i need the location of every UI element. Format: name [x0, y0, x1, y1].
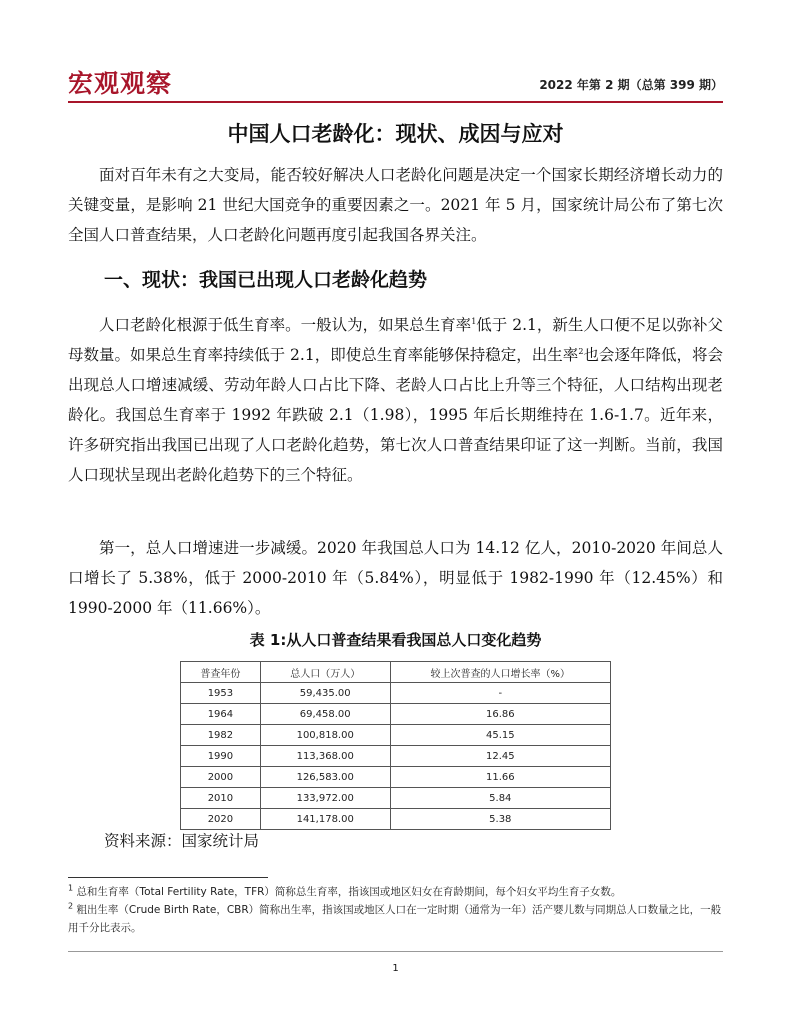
cell-population: 126,583.00 [260, 767, 390, 788]
table-source: 资料来源：国家统计局 [104, 832, 260, 850]
intro-paragraph: 面对百年未有之大变局，能否较好解决人口老龄化问题是决定一个国家长期经济增长动力的关键变量，是影响 21 世纪大国竞争的重要因素之一。2021 年 5 月，国家统计局公布了第七次全国人口普查结果，人口老龄化问题再度引起我国各界关注。 [68, 166, 723, 244]
cell-year: 1964 [181, 704, 261, 725]
cell-growth: - [390, 683, 610, 704]
cell-year: 1953 [181, 683, 261, 704]
footnote-2 [68, 901, 728, 937]
cell-population: 113,368.00 [260, 746, 390, 767]
cell-growth: 12.45 [390, 746, 610, 767]
table-title: 表 1:从人口普查结果看我国总人口变化趋势 [249, 631, 542, 649]
header-population: 总人口（万人） [260, 662, 390, 683]
cell-year: 2000 [181, 767, 261, 788]
footnote-mark-2: 2 [68, 901, 74, 911]
section-heading: 一、现状：我国已出现人口老龄化趋势 [104, 269, 428, 291]
footnote-1-text: 总和生育率（Total Fertility Rate，TFR）简称总生育率，指该国或地区妇女在育龄期间，每个妇女平均生育子女数。 [76, 886, 622, 898]
cell-growth: 5.38 [390, 809, 610, 830]
footnote-mark-1: 1 [68, 883, 74, 893]
cell-year: 1982 [181, 725, 261, 746]
body-paragraph-1 [68, 310, 723, 490]
brand-title: 宏观观察 [68, 69, 173, 98]
table-row [181, 809, 611, 830]
table-row [181, 704, 611, 725]
p1-text-c: 也会逐年降低，将会出现总人口增速减缓、劳动年龄人口占比下降、老龄人口占比上升等三个特征，人口结构出现老龄化。我国总生育率于 1992 年跌破 2.1（1.98），1995 年后长期维持在 1.6-1.7。近年来，许多研究指出我国已出现了人口老龄化趋势，第七次人口普查结果印证了这一判断。当前，我国人口现状呈现出老龄化趋势下的三个特征。 [68, 346, 723, 484]
header-growth: 较上次普查的人口增长率（%） [390, 662, 610, 683]
cell-population: 100,818.00 [260, 725, 390, 746]
footnote-ref-2: 2 [578, 346, 584, 356]
footer-rule [68, 951, 723, 952]
p1-text-b: 低于 2.1，新生人口便不足以弥补父母数量。如果总生育率持续低于 2.1，即使总生育率能够保持稳定，出生率 [68, 316, 723, 364]
cell-population: 69,458.00 [260, 704, 390, 725]
census-table [180, 661, 611, 830]
cell-growth: 5.84 [390, 788, 610, 809]
table-row [181, 788, 611, 809]
cell-population: 141,178.00 [260, 809, 390, 830]
header-rule [68, 101, 723, 103]
footnote-rule [68, 877, 268, 878]
cell-year: 2010 [181, 788, 261, 809]
header-year: 普查年份 [181, 662, 261, 683]
article-title: 中国人口老龄化：现状、成因与应对 [227, 122, 564, 146]
cell-year: 2020 [181, 809, 261, 830]
table-header-row [181, 662, 611, 683]
footnote-ref-1: 1 [471, 316, 477, 326]
table-row [181, 746, 611, 767]
cell-growth: 11.66 [390, 767, 610, 788]
table-row [181, 767, 611, 788]
footnote-2-text: 粗出生率（Crude Birth Rate，CBR）简称出生率，指该国或地区人口在一定时期（通常为一年）活产婴儿数与同期总人口数量之比，一般用千分比表示。 [68, 904, 722, 934]
p1-text-a: 人口老龄化根源于低生育率。一般认为，如果总生育率 [99, 316, 472, 334]
cell-population: 133,972.00 [260, 788, 390, 809]
footnote-1 [68, 883, 728, 901]
table-row [181, 725, 611, 746]
cell-population: 59,435.00 [260, 683, 390, 704]
page-number: 1 [392, 963, 399, 974]
cell-year: 1990 [181, 746, 261, 767]
table-row [181, 683, 611, 704]
footnotes [68, 883, 728, 937]
page-header [68, 64, 723, 104]
body-paragraph-2: 第一，总人口增速进一步减缓。2020 年我国总人口为 14.12 亿人，2010-2020 年间总人口增长了 5.38%，低于 2000-2010 年（5.84%），明显低于 1982-1990 年（12.45%）和 1990-2000 年（11.66%）。 [68, 539, 723, 617]
issue-number: 2022 年第 2 期（总第 399 期） [539, 78, 723, 92]
cell-growth: 16.86 [390, 704, 610, 725]
cell-growth: 45.15 [390, 725, 610, 746]
